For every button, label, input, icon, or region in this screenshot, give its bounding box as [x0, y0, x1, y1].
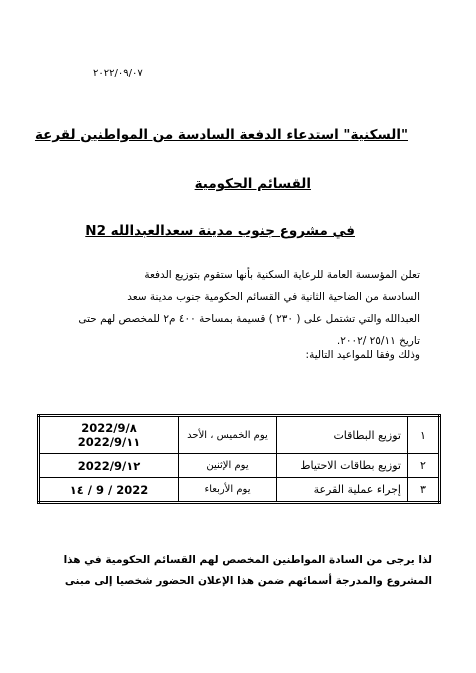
document-date: ٢٠٢٢/٠٩/٠٧: [93, 68, 143, 79]
row-number: ٢: [408, 454, 440, 478]
row-task: إجراء عملية القرعة: [277, 478, 408, 503]
title-line-2: القسائم الحكومية: [194, 176, 311, 192]
table-row: [39, 454, 440, 478]
body-line-4: تاريخ ٢٥/١١ /٢٠٠٢.: [336, 335, 420, 347]
body-line-2: السادسة من الضاحية الثانية في القسائم الحكومية جنوب مدينة سعد: [127, 291, 420, 303]
row-task: توزيع بطاقات الاحتياط: [277, 454, 408, 478]
table-row: [39, 416, 440, 454]
body-line-3: العبدالله والتي تشتمل على ( ٢٣٠ ) قسيمة بمساحة ٤٠٠ م٢ للمخصص لهم حتى: [78, 313, 420, 325]
title-line-3: في مشروع جنوب مدينة سعدالعبدالله N2: [85, 223, 355, 239]
row-number: ٣: [408, 478, 440, 503]
row-task: توزيع البطاقات: [277, 416, 408, 454]
row-number: ١: [408, 416, 440, 454]
schedule-table: [37, 414, 441, 504]
footer-line-1: لذا يرجى من السادة المواطنين المخصص لهم القسائم الحكومية في هذا: [63, 554, 432, 566]
row-date: 2022/9/١٢: [39, 454, 179, 478]
row-date-first: 2022/9/٨: [81, 421, 137, 435]
footer-line-2: المشروع والمدرجة أسمائهم ضمن هذا الإعلان الحضور شخصيا إلى مبنى: [64, 575, 432, 587]
row-day: يوم الأربعاء: [179, 478, 277, 503]
schedule-intro: وذلك وفقا للمواعيد التالية:: [305, 349, 420, 361]
announcement-body: [48, 264, 420, 352]
row-day: يوم الإثنين: [179, 454, 277, 478]
table-row: [39, 478, 440, 503]
row-date: [39, 416, 179, 454]
body-line-1: تعلن المؤسسة العامة للرعاية السكنية بأنها ستقوم بتوزيع الدفعة: [144, 269, 420, 281]
row-day: يوم الخميس ، الأحد: [179, 416, 277, 454]
footer-paragraph: [44, 550, 432, 592]
row-date: ١٤ / 9 / 2022: [39, 478, 179, 503]
row-date-second: 2022/9/١١: [77, 435, 141, 449]
title-line-1: "السكنية" استدعاء الدفعة السادسة من المواطنين لقرعة: [34, 127, 408, 143]
